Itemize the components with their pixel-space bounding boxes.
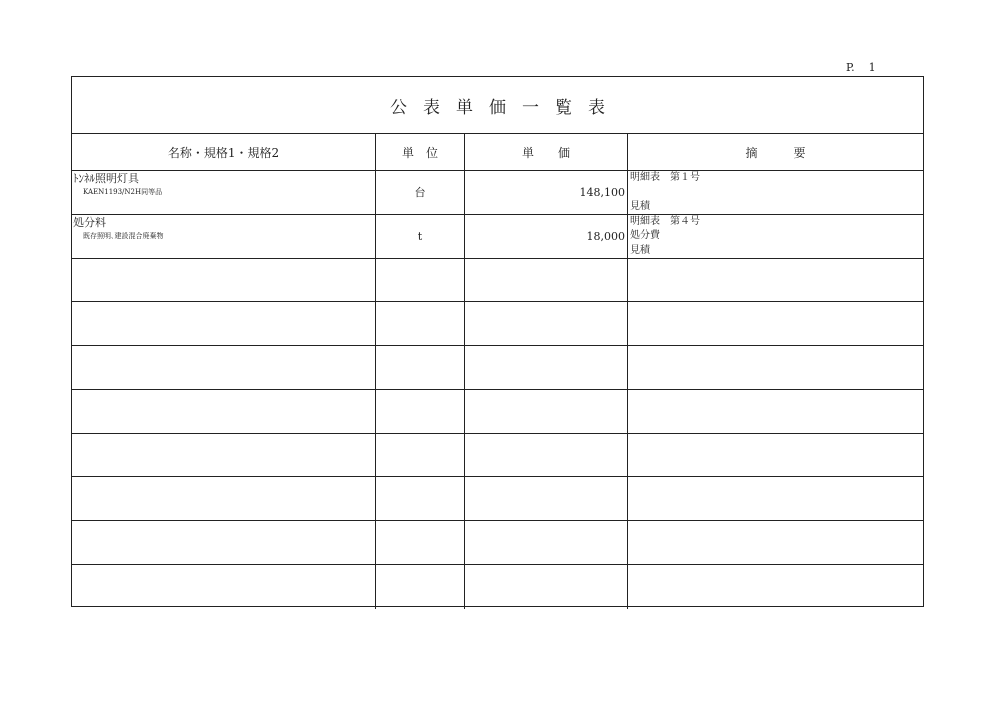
cell-price (465, 171, 628, 214)
note-line: 明細表 第１号 (630, 172, 700, 183)
table-row (72, 346, 923, 390)
cell-price (465, 434, 628, 477)
header-name: 名称・規格1・規格2 (72, 134, 376, 170)
cell-name (72, 171, 376, 214)
item-price: 148,100 (579, 185, 625, 199)
cell-unit (376, 259, 465, 302)
cell-note (628, 434, 923, 477)
item-name: 処分料 (73, 215, 106, 229)
cell-name (72, 259, 376, 302)
cell-unit (376, 565, 465, 609)
cell-name (72, 302, 376, 345)
page-number: P. 1 (846, 61, 876, 74)
cell-price (465, 215, 628, 258)
cell-price (465, 302, 628, 345)
cell-note (628, 259, 923, 302)
item-unit (376, 434, 464, 477)
page-title: 公表単価一覧表 (390, 97, 621, 118)
header-price: 単 価 (465, 134, 628, 170)
note-line: 見積 (630, 201, 650, 212)
table-row (72, 477, 923, 521)
table-row (72, 171, 923, 215)
table-row (72, 390, 923, 434)
cell-price (465, 346, 628, 389)
item-unit (376, 302, 464, 345)
cell-unit (376, 171, 465, 214)
item-unit (376, 259, 464, 302)
cell-unit (376, 346, 465, 389)
cell-note (628, 521, 923, 564)
item-unit: t (417, 229, 423, 243)
cell-note (628, 171, 923, 214)
price-list-table (71, 76, 924, 607)
item-spec: 既存照明､建設混合廃棄物 (83, 231, 164, 240)
cell-note (628, 390, 923, 433)
cell-unit (376, 302, 465, 345)
item-unit: 台 (414, 186, 426, 200)
cell-name (72, 390, 376, 433)
cell-name (72, 477, 376, 520)
table-body (72, 171, 923, 609)
cell-unit (376, 434, 465, 477)
cell-price (465, 565, 628, 609)
cell-name (72, 434, 376, 477)
table-row (72, 259, 923, 303)
cell-note (628, 477, 923, 520)
table-row (72, 434, 923, 478)
header-unit: 単 位 (376, 134, 465, 170)
note-line: 処分費 (630, 229, 660, 241)
cell-name (72, 215, 376, 258)
note-line: 明細表 第４号 (630, 215, 700, 227)
cell-note (628, 215, 923, 258)
item-price: 18,000 (586, 229, 625, 243)
cell-price (465, 259, 628, 302)
cell-unit (376, 521, 465, 564)
note-line: 見積 (630, 244, 650, 256)
cell-price (465, 477, 628, 520)
cell-unit (376, 390, 465, 433)
item-unit (376, 346, 464, 389)
cell-unit (376, 477, 465, 520)
item-unit (376, 390, 464, 433)
cell-name (72, 565, 376, 609)
cell-name (72, 521, 376, 564)
item-unit (376, 477, 464, 520)
cell-price (465, 521, 628, 564)
table-row (72, 565, 923, 609)
cell-price (465, 390, 628, 433)
item-unit (376, 565, 464, 609)
cell-note (628, 302, 923, 345)
header-note: 摘 要 (745, 145, 806, 160)
cell-note (628, 565, 923, 609)
title-row (72, 77, 923, 134)
item-name: ﾄﾝﾈﾙ照明灯具 (73, 172, 139, 185)
cell-name (72, 346, 376, 389)
item-unit (376, 521, 464, 564)
item-spec: KAEN1193/N2H同等品 (83, 188, 163, 196)
cell-note (628, 346, 923, 389)
table-row (72, 302, 923, 346)
header-row (72, 134, 923, 171)
table-row (72, 521, 923, 565)
cell-unit (376, 215, 465, 258)
table-row (72, 215, 923, 259)
